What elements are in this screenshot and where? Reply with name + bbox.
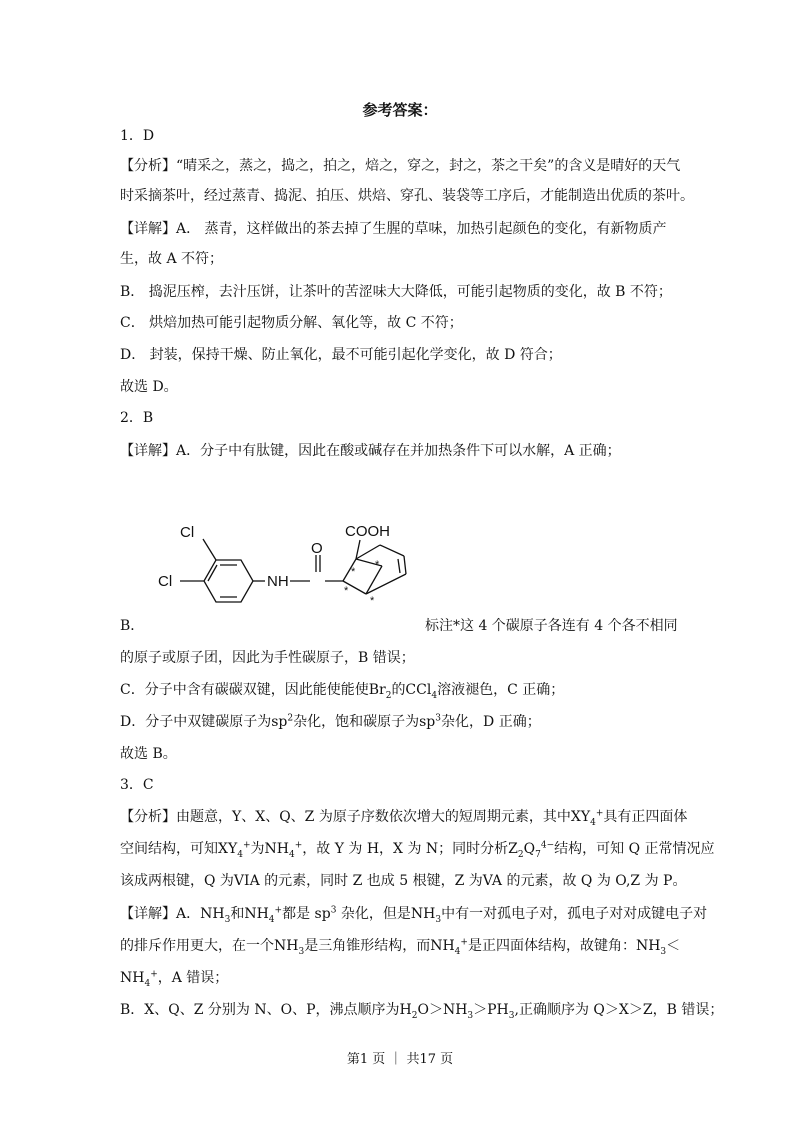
q1-option-d: D． 封装，保持干燥、防止氧化，最不可能引起化学变化，故 D 符合； — [120, 347, 562, 363]
q3-analysis-line-1: 【分析】由题意，Y、X、Q、Z 为原子序数依次增大的短周期元素，其中$XY_4^+$具有正四面体 — [120, 808, 688, 828]
q1-conclusion: 故选 D。 — [120, 379, 178, 395]
q2-option-b-note: 标注*这 4 个碳原子各连有 4 个各不相同 — [425, 618, 678, 634]
chiral-mark-3: * — [344, 585, 349, 597]
page-footer: 第1 页 ｜ 共17 页 — [346, 1052, 454, 1067]
q1-analysis-line-1: 【分析】“晴采之，蒸之，捣之，拍之，焙之，穿之，封之，茶之干矣”的含义是晴好的天气 — [120, 158, 681, 174]
q2-conclusion: 故选 B。 — [120, 746, 177, 762]
chiral-mark-4: * — [370, 595, 375, 607]
q1-option-c: C． 烘焙加热可能引起物质分解、氧化等，故 C 不符； — [120, 315, 463, 331]
q3-analysis-line-3: 该成两根键，Q 为VIA 的元素，同时 Z 也成 5 根键，Z 为VA 的元素，故 Q 为 O,Z 为 P。 — [120, 873, 687, 889]
chemical-structure — [150, 512, 450, 612]
q2-option-c: C．分子中含有碳碳双键，因此能使能使$Br_2$的CCl$_4$溶液褪色，C 正确； — [120, 682, 565, 701]
q1-detail-line-1: 【详解】A． 蒸青，这样做出的茶去掉了生腥的草味，加热引起颜色的变化，有新物质产 — [120, 221, 667, 237]
q1-option-b: B． 捣泥压榨，去汁压饼，让茶叶的苦涩味大大降低，可能引起物质的变化，故 B 不符； — [120, 284, 672, 300]
q2-detail-a: 【详解】A．分子中有肽键，因此在酸或碱存在并加热条件下可以水解，A 正确； — [120, 443, 621, 459]
q2-option-b-label: B． — [120, 618, 145, 634]
q1-analysis-line-2: 时采摘茶叶，经过蒸青、捣泥、拍压、烘焙、穿孔、装袋等工序后，才能制造出优质的茶叶。 — [120, 188, 694, 204]
page-title: 参考答案： — [362, 101, 438, 119]
q2-number: 2．B — [120, 410, 154, 426]
chiral-mark-2: * — [375, 559, 380, 571]
amide-nitrogen: NH — [267, 573, 289, 590]
q3-detail-line-2: 的排斥作用更大，在一个$NH_3$是三角锥形结构，而$NH_4^+$是正四面体结构，故键角：$NH_3<$ — [120, 937, 681, 957]
carboxyl-group: COOH — [345, 523, 390, 540]
q2-option-b-note-2: 的原子或原子团，因此为手性碳原子，B 错误； — [120, 650, 415, 666]
q3-detail-line-3: $NH_4^+$，A 错误； — [120, 969, 229, 989]
chlorine-atom-1: Cl — [180, 524, 195, 541]
q3-analysis-line-2: 空间结构，可知$XY_4^+$为$NH_4^+$，故 Y 为 H，X 为 N；同时分析$Z_2Q_7^{4-}$结构，可知 Q 正常情况应 — [120, 840, 715, 860]
q3-number: 3．C — [120, 777, 154, 793]
chlorine-atom-2: Cl — [158, 573, 173, 590]
chiral-mark-1: * — [351, 566, 356, 578]
q3-detail-line-1: 【详解】A．$NH_3$和$NH_4^+$都是 $sp^3$ 杂化，但是$NH_3$中有一对孤电子对，孤电子对对成键电子对 — [120, 905, 708, 925]
q2-option-d: D．分子中双键碳原子为$sp^2$杂化，饱和碳原子为$sp^3$杂化，D 正确； — [120, 713, 541, 730]
carbonyl-oxygen: O — [311, 540, 323, 557]
q1-number: 1．D — [120, 128, 155, 144]
q1-detail-line-2: 生，故 A 不符； — [120, 251, 224, 267]
q3-option-b: B．X、Q、Z 分别为 N、O、P，沸点顺序为$H_2O>NH_3>PH_3$,正确顺序为 Q＞X＞Z，B 错误； — [120, 1002, 724, 1021]
